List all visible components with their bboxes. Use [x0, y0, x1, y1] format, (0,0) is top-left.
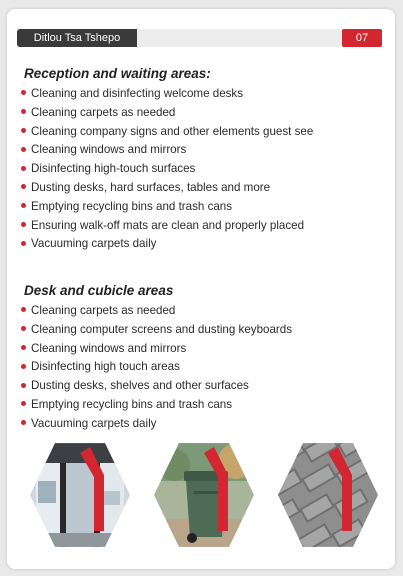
company-name: Ditlou Tsa Tshepo	[17, 29, 137, 47]
list-item: Cleaning and disinfecting welcome desks	[21, 85, 313, 104]
bullet-dot-icon	[21, 166, 26, 171]
bullet-dot-icon	[21, 420, 26, 425]
bullet-dot-icon	[21, 345, 26, 350]
bullet-dot-icon	[21, 184, 26, 189]
bullet-dot-icon	[21, 109, 26, 114]
list-item: Vacuuming carpets daily	[21, 415, 292, 434]
list-item: Dusting desks, shelves and other surfaces	[21, 377, 292, 396]
section-title-desk: Desk and cubicle areas	[24, 283, 174, 298]
list-item: Vacuuming carpets daily	[21, 235, 313, 254]
list-item: Cleaning windows and mirrors	[21, 141, 313, 160]
page-number: 07	[342, 29, 382, 47]
list-item: Cleaning carpets as needed	[21, 104, 313, 123]
list-item: Emptying recycling bins and trash cans	[21, 396, 292, 415]
list-item: Cleaning company signs and other elements guest see	[21, 123, 313, 142]
bullet-dot-icon	[21, 90, 26, 95]
desk-task-list	[21, 302, 292, 434]
bullet-dot-icon	[21, 128, 26, 133]
section-title-reception: Reception and waiting areas:	[24, 66, 211, 81]
bullet-dot-icon	[21, 401, 26, 406]
bullet-dot-icon	[21, 241, 26, 246]
bullet-dot-icon	[21, 203, 26, 208]
bullet-dot-icon	[21, 326, 26, 331]
list-item: Emptying recycling bins and trash cans	[21, 198, 313, 217]
bullet-dot-icon	[21, 364, 26, 369]
bullet-dot-icon	[21, 383, 26, 388]
list-item: Cleaning carpets as needed	[21, 302, 292, 321]
glass-door-office-photo	[30, 441, 130, 549]
reception-task-list	[21, 85, 313, 254]
list-item: Ensuring walk-off mats are clean and properly placed	[21, 217, 313, 236]
bullet-dot-icon	[21, 147, 26, 152]
list-item: Dusting desks, hard surfaces, tables and more	[21, 179, 313, 198]
list-item: Disinfecting high-touch surfaces	[21, 160, 313, 179]
bullet-dot-icon	[21, 307, 26, 312]
brochure-page	[7, 9, 395, 569]
list-item: Cleaning windows and mirrors	[21, 340, 292, 359]
green-wheelie-bin-photo	[154, 441, 254, 549]
bullet-dot-icon	[21, 222, 26, 227]
paving-bricks-photo	[278, 441, 378, 549]
list-item: Cleaning computer screens and dusting keyboards	[21, 321, 292, 340]
list-item: Disinfecting high touch areas	[21, 358, 292, 377]
